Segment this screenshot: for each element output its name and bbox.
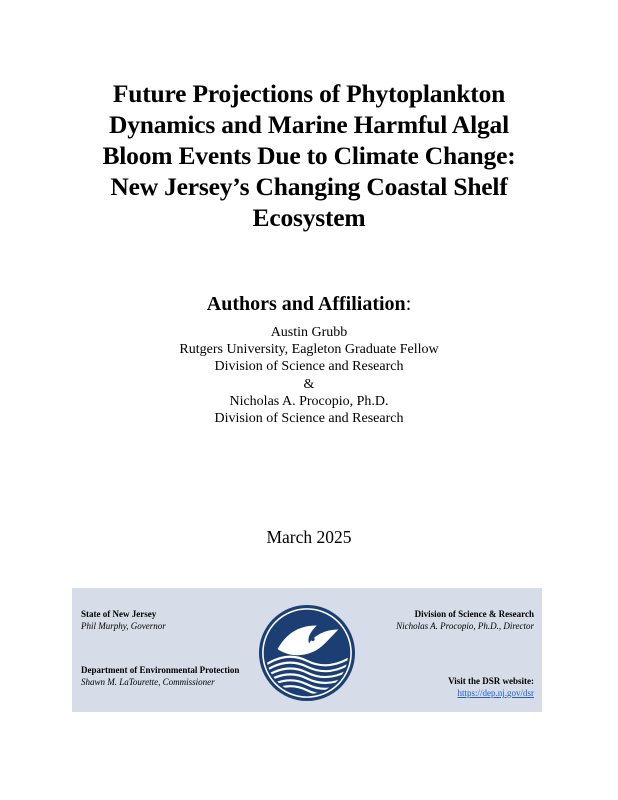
author-line: Division of Science and Research xyxy=(214,411,404,427)
commissioner-name: Shawn M. LaTourette, Commissioner xyxy=(81,677,215,687)
publication-date: March 2025 xyxy=(266,527,352,547)
author-line: & xyxy=(303,376,315,392)
authors-heading xyxy=(0,292,618,316)
author-line: Austin Grubb xyxy=(270,325,348,340)
department-name: Department of Environmental Protection xyxy=(81,665,240,675)
director-name: Nicholas A. Procopio, Ph.D., Director xyxy=(396,621,534,631)
state-name: State of New Jersey xyxy=(81,609,157,619)
title-line: Bloom Events Due to Climate Change: xyxy=(102,141,516,170)
dsr-website-link[interactable]: https://dep.nj.gov/dsr xyxy=(457,688,534,698)
governor-name: Phil Murphy, Governor xyxy=(81,621,166,631)
authors-heading-text: Authors and Affiliation xyxy=(206,293,406,315)
title-line: New Jersey’s Changing Coastal Shelf xyxy=(110,172,508,201)
author-line: Rutgers University, Eagleton Graduate Fellow xyxy=(179,342,439,358)
title-line: Dynamics and Marine Harmful Algal xyxy=(109,110,509,139)
department-block xyxy=(81,664,251,688)
title-line: Future Projections of Phytoplankton xyxy=(112,79,506,108)
author-line: Nicholas A. Procopio, Ph.D. xyxy=(229,393,389,409)
footer-band xyxy=(72,588,542,712)
division-name: Division of Science & Research xyxy=(414,609,534,619)
document-title xyxy=(40,78,578,233)
njdep-seal-icon xyxy=(258,604,356,702)
title-line: Ecosystem xyxy=(252,203,366,232)
authors-heading-colon: : xyxy=(405,293,412,315)
website-block xyxy=(448,675,534,699)
state-block xyxy=(81,608,166,632)
division-block xyxy=(396,608,534,632)
authors-list xyxy=(0,324,618,427)
seal-bird-eye xyxy=(311,638,315,642)
author-line: Division of Science and Research xyxy=(214,359,404,375)
visit-label: Visit the DSR website: xyxy=(448,676,534,686)
